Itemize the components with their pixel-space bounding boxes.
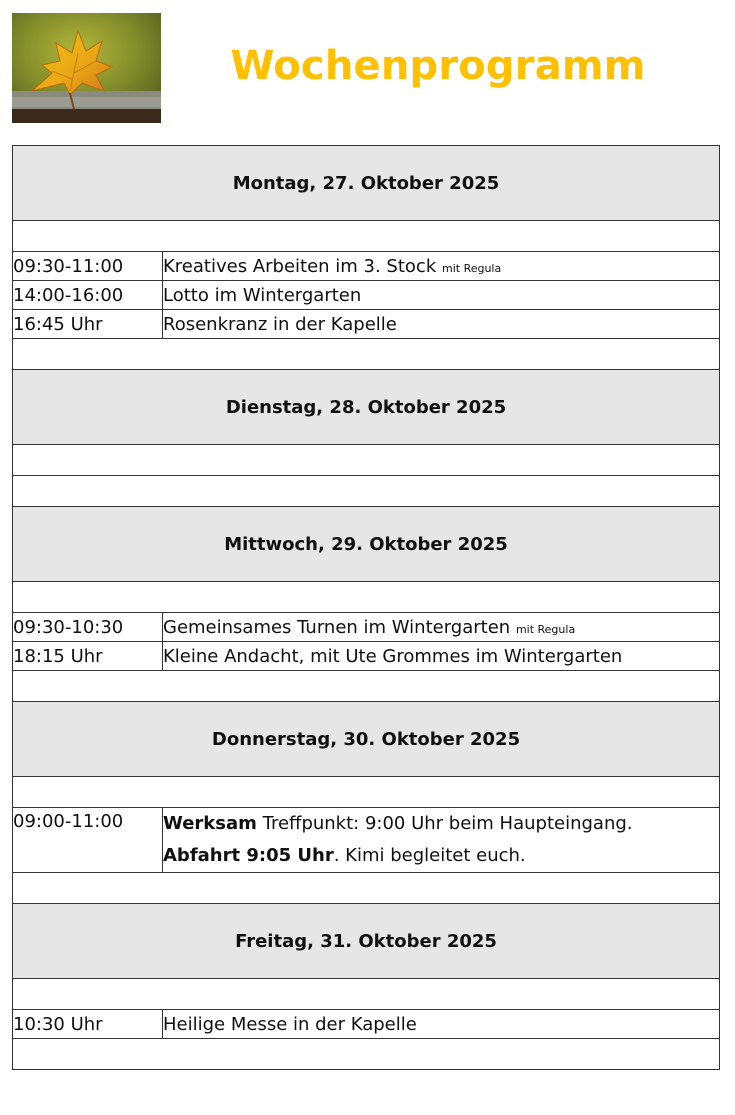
- autumn-leaf-image: [12, 13, 161, 123]
- event-time: 09:30-10:30: [13, 613, 163, 642]
- day-heading: Montag, 27. Oktober 2025: [13, 146, 720, 221]
- day-header-row: [13, 702, 720, 777]
- event-row: [13, 613, 720, 642]
- event-description: [163, 252, 720, 281]
- event-text: Kreatives Arbeiten im 3. Stock: [163, 255, 437, 277]
- event-time: 09:30-11:00: [13, 252, 163, 281]
- day-heading: Freitag, 31. Oktober 2025: [13, 904, 720, 979]
- day-header-row: [13, 370, 720, 445]
- day-heading: Dienstag, 28. Oktober 2025: [13, 370, 720, 445]
- blank-row: [13, 445, 720, 476]
- event-text: Gemeinsames Turnen im Wintergarten: [163, 616, 511, 638]
- event-row: [13, 281, 720, 310]
- weekly-schedule-table: [12, 145, 720, 1070]
- blank-row: [13, 671, 720, 702]
- event-time: 09:00-11:00: [13, 808, 163, 873]
- event-row: [13, 808, 720, 873]
- event-note: mit Regula: [441, 261, 502, 275]
- event-line-1: [163, 808, 719, 840]
- event-text: Kleine Andacht, mit Ute Grommes im Wintergarten: [163, 642, 720, 671]
- event-description: [163, 613, 720, 642]
- event-row: [13, 252, 720, 281]
- day-heading: Donnerstag, 30. Oktober 2025: [13, 702, 720, 777]
- event-text: Lotto im Wintergarten: [163, 281, 720, 310]
- blank-row: [13, 339, 720, 370]
- page-title: Wochenprogramm: [230, 43, 646, 89]
- day-heading: Mittwoch, 29. Oktober 2025: [13, 507, 720, 582]
- day-header-row: [13, 507, 720, 582]
- day-header-row: [13, 146, 720, 221]
- blank-row: [13, 873, 720, 904]
- event-bold-text: Abfahrt 9:05 Uhr: [163, 845, 334, 866]
- blank-row: [13, 221, 720, 252]
- event-note: mit Regula: [515, 622, 576, 636]
- event-line-2: [163, 840, 719, 872]
- blank-row: [13, 979, 720, 1010]
- blank-row: [13, 1039, 720, 1070]
- event-text: Rosenkranz in der Kapelle: [163, 310, 720, 339]
- event-time: 16:45 Uhr: [13, 310, 163, 339]
- day-header-row: [13, 904, 720, 979]
- event-time: 10:30 Uhr: [13, 1010, 163, 1039]
- event-bold-text: Werksam: [163, 813, 257, 834]
- event-description: [163, 808, 720, 873]
- event-row: [13, 1010, 720, 1039]
- blank-row: [13, 476, 720, 507]
- event-time: 18:15 Uhr: [13, 642, 163, 671]
- event-row: [13, 310, 720, 339]
- event-text: Heilige Messe in der Kapelle: [163, 1010, 720, 1039]
- blank-row: [13, 777, 720, 808]
- event-text: . Kimi begleitet euch.: [333, 845, 526, 866]
- event-text: Treffpunkt: 9:00 Uhr beim Haupteingang.: [256, 813, 633, 834]
- blank-row: [13, 582, 720, 613]
- event-row: [13, 642, 720, 671]
- event-time: 14:00-16:00: [13, 281, 163, 310]
